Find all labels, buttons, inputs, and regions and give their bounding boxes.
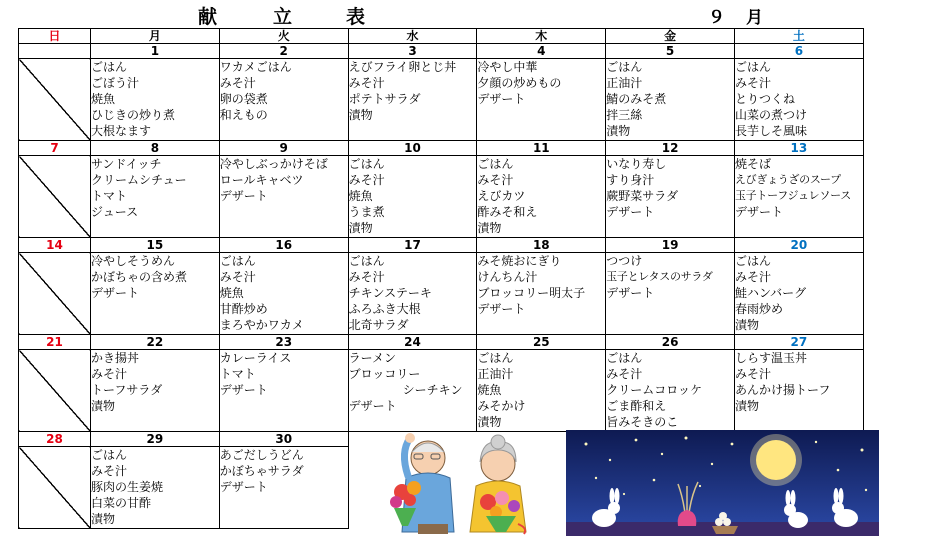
menu-item: デザート xyxy=(348,399,397,413)
day-menu-cell xyxy=(219,447,348,529)
menu-item: 漬物 xyxy=(348,221,373,235)
menu-item: 焼魚 xyxy=(348,189,373,203)
day-menu-cell xyxy=(348,156,477,238)
elderly-couple-illustration xyxy=(370,428,566,536)
sunday-closed-cell xyxy=(19,156,91,238)
date-number: 19 xyxy=(606,238,735,253)
weekday-sat: 土 xyxy=(734,29,863,44)
day-menu-cell xyxy=(219,350,348,432)
date-number: 4 xyxy=(477,44,606,59)
day-menu-cell xyxy=(219,253,348,335)
date-number: 5 xyxy=(606,44,735,59)
menu-item: 山菜の煮つけ xyxy=(734,108,807,122)
menu-item: みそ汁 xyxy=(348,270,385,284)
day-menu-cell xyxy=(734,156,863,238)
menu-item: 豚肉の生姜焼 xyxy=(91,480,164,494)
day-menu-cell xyxy=(91,156,220,238)
day-menu-cell xyxy=(734,253,863,335)
weekday-thu: 木 xyxy=(477,29,606,44)
date-number-sunday: 14 xyxy=(19,238,91,253)
weekday-mon: 月 xyxy=(91,29,220,44)
menu-item: 焼魚 xyxy=(91,92,116,106)
date-number: 24 xyxy=(348,335,477,350)
moon-viewing-illustration xyxy=(566,430,879,536)
date-number: 8 xyxy=(91,141,220,156)
month-number: ９ xyxy=(708,8,725,28)
menu-item: みそ汁 xyxy=(606,367,643,381)
day-menu-cell xyxy=(348,253,477,335)
menu-item: 白菜の甘酢 xyxy=(91,496,152,510)
menu-item: 春雨炒め xyxy=(734,302,783,316)
menu-item: まろやかワカメ xyxy=(219,318,304,332)
date-number: 12 xyxy=(606,141,735,156)
title-char-2: 立 xyxy=(273,6,293,28)
menu-item: ごはん xyxy=(348,157,385,171)
menu-item: ロールキャベツ xyxy=(219,173,304,187)
day-menu-cell xyxy=(477,156,606,238)
day-menu-cell xyxy=(606,350,735,432)
weekday-tue: 火 xyxy=(219,29,348,44)
menu-item: トマト xyxy=(219,367,256,381)
menu-item: みそかけ xyxy=(477,399,526,413)
day-menu-cell xyxy=(477,59,606,141)
date-number: 26 xyxy=(606,335,735,350)
date-number: 17 xyxy=(348,238,477,253)
menu-item: クリームシチュー xyxy=(91,173,187,187)
menu-item: しらす温玉丼 xyxy=(734,351,807,365)
menu-item: あんかけ揚トーフ xyxy=(734,383,831,397)
menu-item: デザート xyxy=(219,189,268,203)
menu-item: ジュース xyxy=(91,205,139,219)
menu-item: 焼魚 xyxy=(219,286,244,300)
menu-item: ごはん xyxy=(91,60,128,74)
menu-item: 酢みそ和え xyxy=(477,205,538,219)
menu-item: 和えもの xyxy=(219,108,268,122)
menu-item: みそ汁 xyxy=(91,464,128,478)
menu-item: 冷やしそうめん xyxy=(91,254,176,268)
menu-item: トマト xyxy=(91,189,128,203)
menu-item: 焼魚 xyxy=(477,383,502,397)
menu-item: かき揚丼 xyxy=(91,351,140,365)
day-menu-cell xyxy=(219,156,348,238)
date-number: 1 xyxy=(91,44,220,59)
menu-item: 漬物 xyxy=(734,399,759,413)
menu-item: うま煮 xyxy=(348,205,385,219)
menu-item: つつけ xyxy=(606,254,643,268)
date-number: 25 xyxy=(477,335,606,350)
date-number: 2 xyxy=(219,44,348,59)
date-number-sunday: 28 xyxy=(19,432,91,447)
date-number: 23 xyxy=(219,335,348,350)
day-menu-cell xyxy=(348,59,477,141)
menu-item: みそ焼おにぎり xyxy=(477,254,562,268)
menu-item: みそ汁 xyxy=(348,173,385,187)
day-menu-cell xyxy=(348,350,477,432)
weekday-fri: 金 xyxy=(606,29,735,44)
weekday-header-row xyxy=(19,29,864,44)
menu-item: 焼そば xyxy=(734,157,771,171)
menu-row xyxy=(19,253,864,335)
menu-item: ふろふき大根 xyxy=(348,302,421,316)
sunday-closed-cell xyxy=(19,253,91,335)
menu-item: あごだしうどん xyxy=(219,448,304,462)
date-number: 10 xyxy=(348,141,477,156)
menu-item: ポテトサラダ xyxy=(348,92,421,106)
day-menu-cell xyxy=(734,350,863,432)
menu-item: ごはん xyxy=(348,254,385,268)
menu-item: ごま酢和え xyxy=(606,399,667,413)
menu-item: みそ汁 xyxy=(219,76,256,90)
day-menu-cell xyxy=(91,253,220,335)
menu-item: みそ汁 xyxy=(734,76,771,90)
date-number-sunday: 21 xyxy=(19,335,91,350)
menu-item: ブロッコリー xyxy=(348,367,421,381)
menu-item: 漬物 xyxy=(734,318,759,332)
menu-item: デザート xyxy=(219,383,268,397)
weekday-sun: 日 xyxy=(19,29,91,44)
menu-item: 長芋しそ風味 xyxy=(734,124,807,138)
menu-item: 漬物 xyxy=(477,221,502,235)
menu-item: デザート xyxy=(477,92,526,106)
menu-item: 蕨野菜サラダ xyxy=(606,189,679,203)
day-menu-cell xyxy=(734,59,863,141)
date-number: 13 xyxy=(734,141,863,156)
sunday-closed-cell xyxy=(19,447,91,529)
date-number: 27 xyxy=(734,335,863,350)
title-char-3: 表 xyxy=(346,6,366,28)
menu-item: いなり寿し xyxy=(606,157,667,171)
day-menu-cell xyxy=(219,59,348,141)
menu-item: 漬物 xyxy=(91,512,116,526)
menu-item: 漬物 xyxy=(477,415,502,429)
menu-item: サンドイッチ xyxy=(91,157,162,171)
menu-item: 旨みそきのこ xyxy=(606,415,679,429)
menu-item: えびぎょうざのスープ xyxy=(734,173,841,186)
menu-item: えびフライ卵とじ丼 xyxy=(348,60,457,74)
date-number-row xyxy=(19,238,864,253)
date-number-sunday xyxy=(19,44,91,59)
menu-item: 大根なます xyxy=(91,124,152,138)
menu-item: 夕顔の炒めもの xyxy=(477,76,562,90)
menu-item: ワカメごはん xyxy=(219,60,292,74)
date-number: 16 xyxy=(219,238,348,253)
menu-item: シーチキン xyxy=(402,383,463,397)
menu-item: クリームコロッケ xyxy=(606,383,702,397)
menu-item: 冷やし中華 xyxy=(477,60,538,74)
menu-item: 漬物 xyxy=(348,108,373,122)
menu-item: 拌三絲 xyxy=(606,108,643,122)
menu-item: トーフサラダ xyxy=(91,383,163,397)
sunday-closed-cell xyxy=(19,350,91,432)
day-menu-cell xyxy=(91,59,220,141)
menu-item: デザート xyxy=(734,205,783,219)
menu-item: ごはん xyxy=(477,157,514,171)
day-menu-cell xyxy=(91,447,220,529)
menu-item: みそ汁 xyxy=(219,270,256,284)
title-char-1: 献 xyxy=(198,6,218,28)
menu-item: 甘酢炒め xyxy=(219,302,268,316)
menu-item: すり身汁 xyxy=(606,173,655,187)
menu-item: 卵の袋煮 xyxy=(219,92,268,106)
menu-item: ブロッコリー明太子 xyxy=(477,286,586,300)
menu-item: ひじきの炒り煮 xyxy=(91,108,176,122)
date-number: 11 xyxy=(477,141,606,156)
menu-item: みそ汁 xyxy=(734,270,771,284)
menu-item: ごはん xyxy=(734,254,771,268)
menu-row xyxy=(19,350,864,432)
menu-item: かぼちゃの含め煮 xyxy=(91,270,188,284)
menu-item: 玉子トーフジュレソース xyxy=(734,189,851,202)
date-number: 6 xyxy=(734,44,863,59)
menu-item: デザート xyxy=(91,286,140,300)
menu-item: けんちん汁 xyxy=(477,270,538,284)
date-number-row xyxy=(19,335,864,350)
sunday-closed-cell xyxy=(19,59,91,141)
menu-item: ごはん xyxy=(734,60,771,74)
day-menu-cell xyxy=(606,59,735,141)
menu-item: みそ汁 xyxy=(348,76,385,90)
date-number-row xyxy=(19,44,864,59)
menu-item: チキンステーキ xyxy=(348,286,432,300)
moon xyxy=(750,434,802,486)
menu-item: ごはん xyxy=(91,448,128,462)
menu-item: みそ汁 xyxy=(734,367,771,381)
date-number: 30 xyxy=(219,432,348,447)
menu-item: ごぼう汁 xyxy=(91,76,140,90)
date-number: 22 xyxy=(91,335,220,350)
menu-item: 漬物 xyxy=(606,124,631,138)
menu-item: 鮭ハンバーグ xyxy=(734,286,807,300)
date-number: 29 xyxy=(91,432,220,447)
menu-item: ごはん xyxy=(606,351,643,365)
weekday-wed: 水 xyxy=(348,29,477,44)
menu-item: デザート xyxy=(606,205,655,219)
day-menu-cell xyxy=(606,156,735,238)
menu-row xyxy=(19,156,864,238)
menu-item: 正油汁 xyxy=(606,76,643,90)
date-number-sunday: 7 xyxy=(19,141,91,156)
menu-item: ごはん xyxy=(477,351,514,365)
menu-item: えびカツ xyxy=(477,189,526,203)
menu-item: ごはん xyxy=(606,60,643,74)
date-number: 18 xyxy=(477,238,606,253)
menu-item: 漬物 xyxy=(91,399,116,413)
menu-item: とりつくね xyxy=(734,92,795,106)
date-number: 9 xyxy=(219,141,348,156)
menu-item: 鯖のみそ煮 xyxy=(606,92,667,106)
menu-item: 冷やしぶっかけそば xyxy=(219,157,328,171)
menu-item: 玉子とレタスのサラダ xyxy=(606,270,713,283)
menu-row xyxy=(19,59,864,141)
menu-item: ごはん xyxy=(219,254,256,268)
date-number: 3 xyxy=(348,44,477,59)
date-number: 15 xyxy=(91,238,220,253)
date-number-row xyxy=(19,141,864,156)
menu-item: みそ汁 xyxy=(91,367,128,381)
menu-item: デザート xyxy=(219,480,268,494)
menu-item: 北奇サラダ xyxy=(348,318,409,332)
month-label: 月 xyxy=(746,8,763,28)
menu-item: デザート xyxy=(477,302,526,316)
menu-item: 正油汁 xyxy=(477,367,514,381)
menu-item: みそ汁 xyxy=(477,173,514,187)
date-number: 20 xyxy=(734,238,863,253)
menu-item: ラーメン xyxy=(348,351,396,365)
menu-item: カレーライス xyxy=(219,351,292,365)
day-menu-cell xyxy=(606,253,735,335)
menu-item: デザート xyxy=(606,286,655,300)
menu-item: かぼちゃサラダ xyxy=(219,464,304,478)
day-menu-cell xyxy=(477,350,606,432)
day-menu-cell xyxy=(477,253,606,335)
day-menu-cell xyxy=(91,350,220,432)
